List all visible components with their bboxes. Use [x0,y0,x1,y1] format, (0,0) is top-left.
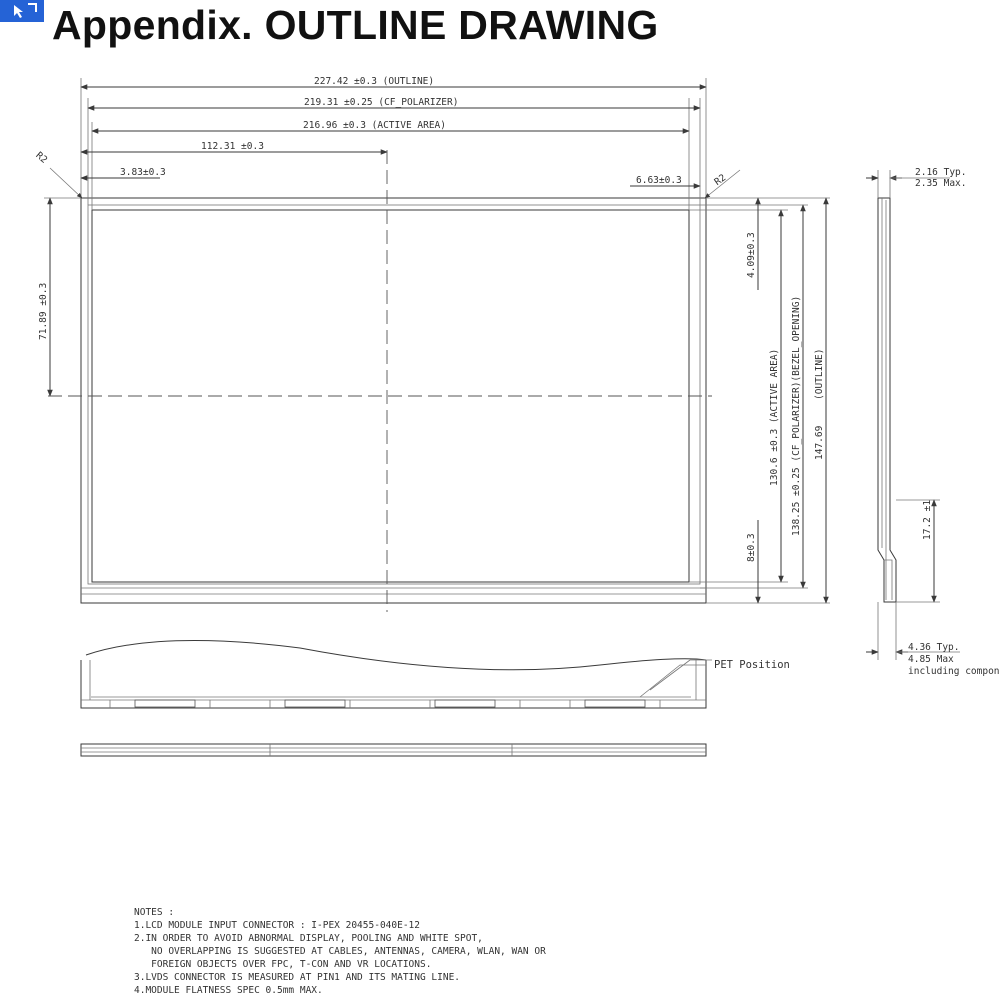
note-line: 4.MODULE FLATNESS SPEC 0.5mm MAX. [134,985,323,996]
label-polarizer-height: 138.25 ±0.25 (CF_POLARIZER)(BEZEL_OPENING) [791,295,802,536]
label-center-width: 112.31 ±0.3 [201,141,264,152]
label-outline-width: 227.42 ±0.3 (OUTLINE) [314,76,435,87]
label-active-height: 130.6 ±0.3 (ACTIVE AREA) [769,348,780,486]
note-line: 2.IN ORDER TO AVOID ABNORMAL DISPLAY, POOLING AND WHITE SPOT, [134,933,483,944]
label-thickness-bottom-max: 4.85 Max [908,654,954,665]
note-line: 3.LVDS CONNECTOR IS MEASURED AT PIN1 AND ITS MATING LINE. [134,972,461,983]
note-line: FOREIGN OBJECTS OVER FPC, T-CON AND VR LOCATIONS. [134,959,432,970]
label-top-offset: 4.09±0.3 [746,232,757,278]
side-view [866,167,1000,677]
edge-view [81,744,706,756]
label-outline-height: 147.69 [814,425,825,460]
notes-heading: NOTES : [134,907,175,918]
label-including-note: including compon [908,666,1000,677]
label-thickness-top-typ: 2.16 Typ. [915,167,967,178]
note-line: NO OVERLAPPING IS SUGGESTED AT CABLES, ANTENNAS, CAMERA, WLAN, WAN OR [134,946,546,957]
label-polarizer-width: 219.31 ±0.25 (CF_POLARIZER) [304,97,459,108]
label-active-width: 216.96 ±0.3 (ACTIVE AREA) [303,120,446,131]
label-right-offset: 6.63±0.3 [636,175,682,186]
front-view [33,76,830,612]
label-left-offset: 3.83±0.3 [120,167,166,178]
label-left-height: 71.89 ±0.3 [38,282,49,340]
outline-rect [81,198,706,603]
label-bottom-offset: 8±0.3 [746,533,757,562]
label-left-radius: R2 [33,150,50,166]
note-line: 1.LCD MODULE INPUT CONNECTOR : I-PEX 20455-040E-12 [134,920,420,931]
label-pet-position: PET Position [714,659,790,671]
label-right-radius: R2 [712,172,729,188]
label-connector-height: 17.2 ±1 [922,499,933,540]
label-outline-height-note: (OUTLINE) [814,348,825,400]
label-thickness-bottom-typ: 4.36 Typ. [908,642,960,653]
notes [134,907,546,996]
page-title: Appendix. OUTLINE DRAWING [52,2,659,48]
bottom-view [81,640,790,708]
polarizer-rect [88,205,700,584]
label-thickness-top-max: 2.35 Max. [915,178,967,189]
